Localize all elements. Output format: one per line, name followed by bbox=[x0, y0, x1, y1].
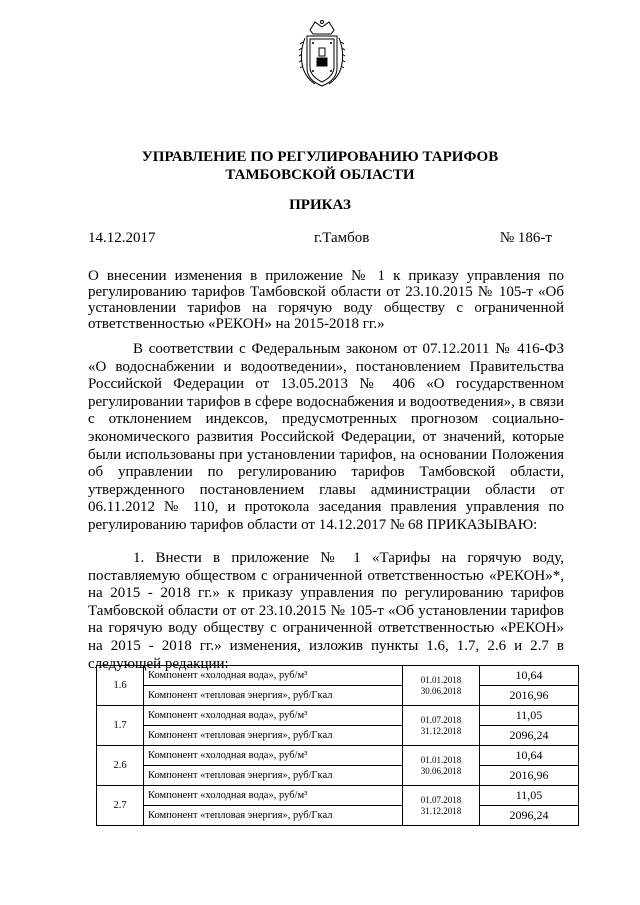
table-row bbox=[97, 686, 579, 706]
document-date: 14.12.2017 bbox=[88, 230, 156, 246]
table-row bbox=[97, 766, 579, 786]
document-number: № 186-т bbox=[499, 230, 552, 246]
value-cell: 10,64 bbox=[480, 746, 579, 766]
table-row bbox=[97, 706, 579, 726]
value-cell: 2096,24 bbox=[480, 806, 579, 826]
component-cell: Компонент «холодная вода», руб/м³ bbox=[144, 746, 403, 766]
body-paragraph-2: 1. Внести в приложение № 1 «Тарифы на горячую воду, поставляемую обществом с ограниченной ответственностью «РЕКОН»*, на 2015 - 2018 гг.» к приказу управления по регулированию тарифов Тамбовской области от от 23.10.2015 № 105-т «Об установлении тарифов на горячую воду обществу с ограниченной ответственностью «РЕКОН» на 2015 - 2018 гг.» изменения, изложив пункты 1.6, 1.7, 2.6 и 2.7 в следующей редакции: bbox=[88, 550, 564, 672]
point-cell: 1.6 bbox=[97, 666, 144, 706]
value-cell: 11,05 bbox=[480, 706, 579, 726]
component-cell: Компонент «холодная вода», руб/м³ bbox=[144, 666, 403, 686]
component-cell: Компонент «холодная вода», руб/м³ bbox=[144, 786, 403, 806]
component-cell: Компонент «тепловая энергия», руб/Гкал bbox=[144, 806, 403, 826]
period-cell bbox=[403, 786, 480, 826]
coat-of-arms-tambov-icon bbox=[297, 18, 347, 90]
value-cell: 2016,96 bbox=[480, 766, 579, 786]
period-to: 30.06.2018 bbox=[420, 685, 462, 696]
value-cell: 2016,96 bbox=[480, 686, 579, 706]
table-row bbox=[97, 726, 579, 746]
period-cell bbox=[403, 666, 480, 706]
org-name-line2: ТАМБОВСКОЙ ОБЛАСТИ bbox=[225, 167, 415, 183]
component-cell: Компонент «тепловая энергия», руб/Гкал bbox=[144, 686, 403, 706]
body-paragraph-1: В соответствии с Федеральным законом от 07.12.2011 № 416-ФЗ «О водоснабжении и водоотведении», постановлением Правительства Российской Федерации от 13.05.2013 № 406 «О государственном регулировании тарифов в сфере водоснабжения и водоотведения», в связи с отклонением индексов, предусмотренных прогнозом социально-экономического развития Российской Федерации, от значений, которые были использованы при установлении тарифов, на основании Положения об управлении по регулированию тарифов Тамбовской области, утвержденного постановлением главы администрации области от 06.11.2012 № 110, и протокола заседания правления управления по регулированию тарифов области от 14.12.2017 № 68 ПРИКАЗЫВАЮ: bbox=[88, 341, 564, 533]
point-cell: 1.7 bbox=[97, 706, 144, 746]
component-cell: Компонент «холодная вода», руб/м³ bbox=[144, 706, 403, 726]
value-cell: 11,05 bbox=[480, 786, 579, 806]
period-from: 01.01.2018 bbox=[420, 674, 462, 685]
table-row bbox=[97, 806, 579, 826]
value-cell: 2096,24 bbox=[480, 726, 579, 746]
point-cell: 2.6 bbox=[97, 746, 144, 786]
period-from: 01.07.2018 bbox=[420, 794, 462, 805]
period-cell bbox=[403, 706, 480, 746]
tariffs-table bbox=[96, 665, 579, 826]
period-from: 01.01.2018 bbox=[420, 754, 462, 765]
document-city: г.Тамбов bbox=[314, 230, 370, 246]
table-row bbox=[97, 666, 579, 686]
document-type: ПРИКАЗ bbox=[289, 197, 351, 213]
component-cell: Компонент «тепловая энергия», руб/Гкал bbox=[144, 726, 403, 746]
period-to: 31.12.2018 bbox=[420, 805, 462, 816]
document-subject: О внесении изменения в приложение № 1 к приказу управления по регулированию тарифов Тамбовской области от 23.10.2015 № 105-т «Об установлении тарифов на горячую воду обществу с ограниченной ответственностью «РЕКОН» на 2015-2018 гг.» bbox=[88, 268, 564, 332]
period-from: 01.07.2018 bbox=[420, 714, 462, 725]
component-cell: Компонент «тепловая энергия», руб/Гкал bbox=[144, 766, 403, 786]
value-cell: 10,64 bbox=[480, 666, 579, 686]
point-cell: 2.7 bbox=[97, 786, 144, 826]
period-to: 31.12.2018 bbox=[420, 725, 462, 736]
org-name-line1: УПРАВЛЕНИЕ ПО РЕГУЛИРОВАНИЮ ТАРИФОВ bbox=[141, 149, 499, 165]
table-row bbox=[97, 746, 579, 766]
period-cell bbox=[403, 746, 480, 786]
period-to: 30.06.2018 bbox=[420, 765, 462, 776]
table-row bbox=[97, 786, 579, 806]
